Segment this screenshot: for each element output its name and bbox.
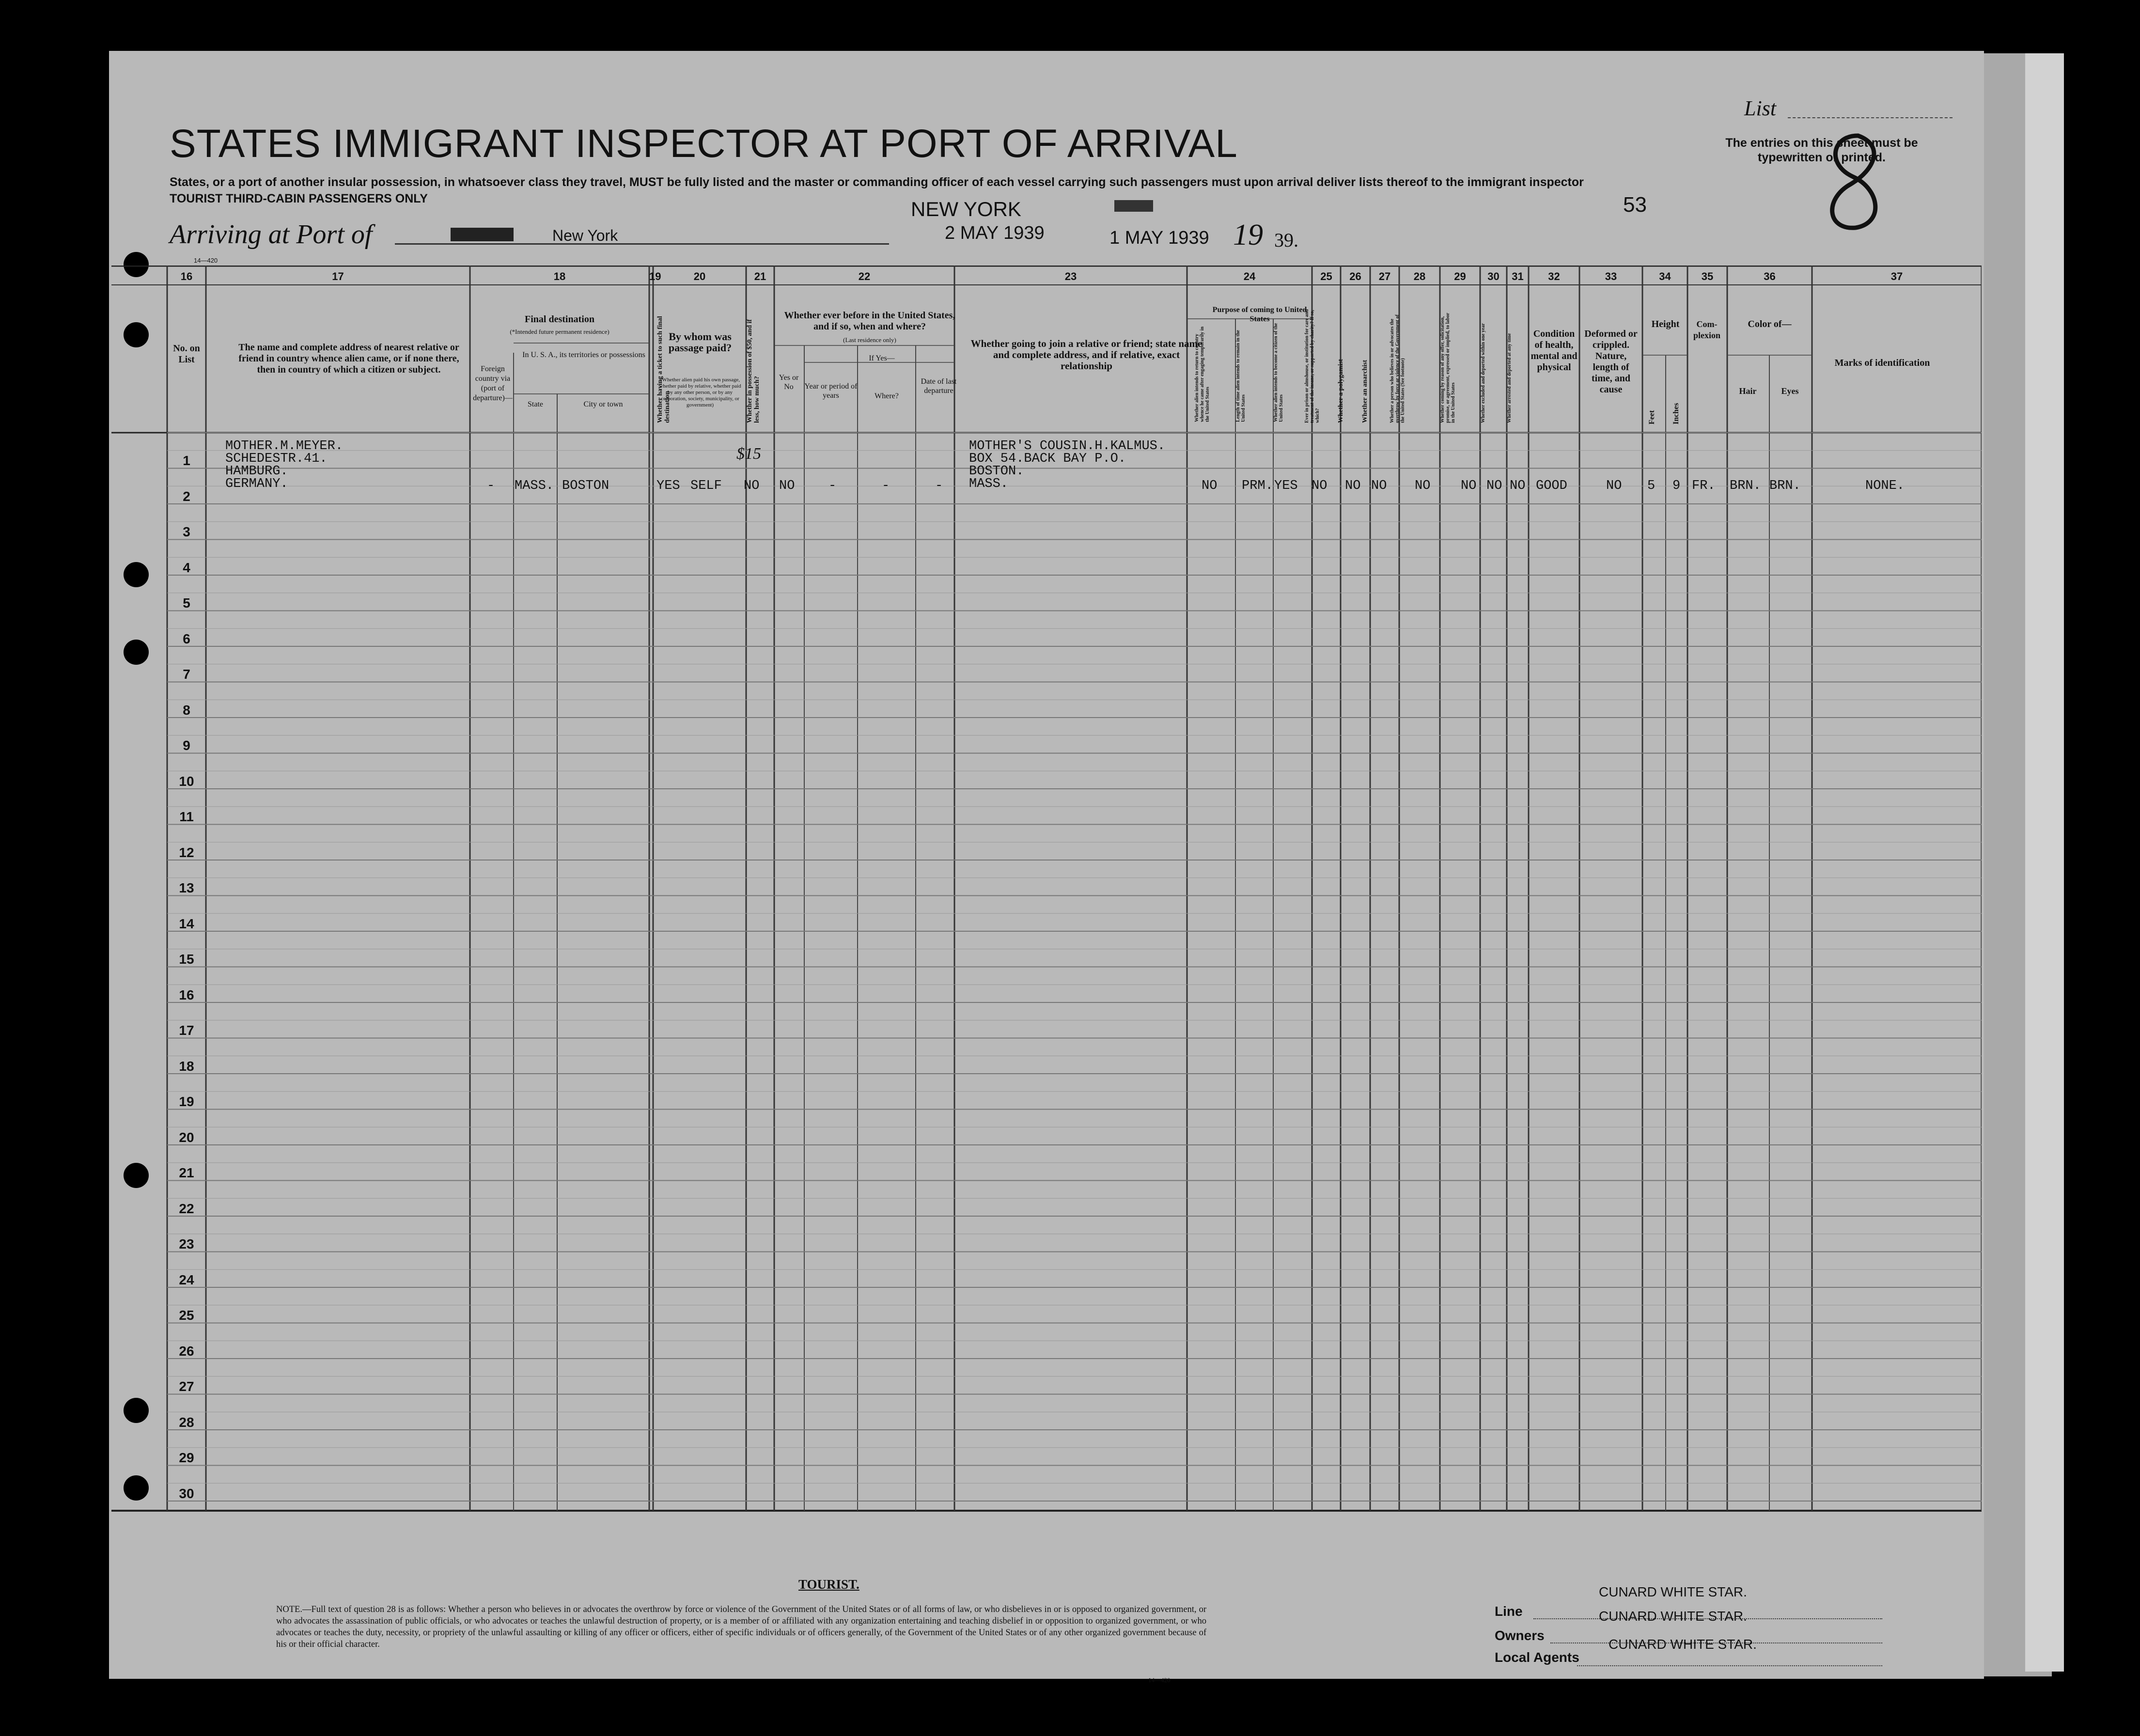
col22-yesno-header: Yes or No <box>779 374 799 391</box>
col31-header: Whether arrested and deported at any time <box>1507 333 1512 423</box>
column-number-30: 30 <box>1487 270 1500 282</box>
entry1-joining-line: MASS. <box>969 477 1009 491</box>
manifest-table <box>111 266 1982 1564</box>
entry1-joining <box>969 440 1165 490</box>
port-typed: New York <box>552 227 618 244</box>
column-number-21: 21 <box>754 270 766 282</box>
entry1-marks: NONE. <box>1865 479 1905 493</box>
row-number-2: 2 <box>183 488 190 504</box>
col20-header: By whom was passage paid? <box>668 330 732 354</box>
row-number-9: 9 <box>183 738 190 753</box>
list-instruction: The entries on this sheet must be typewritten or printed. <box>1725 136 1918 164</box>
row-number-24: 24 <box>179 1272 194 1287</box>
row-number-6: 6 <box>183 631 190 646</box>
col25-header: Ever in prison or almshouse, or institution for care and treatment of the insane, or supported by charity? If so, which? <box>1304 309 1320 423</box>
entry1-prison: NO <box>1312 479 1328 493</box>
col21-header: Whether in possession of $50, and if less, how much? <box>746 319 761 423</box>
row-number-4: 4 <box>183 560 190 575</box>
list-number-line <box>1788 117 1953 118</box>
entry1-health: GOOD <box>1536 479 1567 493</box>
col34-header: Height <box>1651 319 1680 329</box>
col18-foreign-header: Foreign country via (port of departure)— <box>473 365 513 402</box>
entry1-feet: 5 <box>1647 479 1656 493</box>
col18-state-header: State <box>528 400 543 408</box>
entry1-deported: NO <box>1510 479 1526 493</box>
entry1-ticket: YES <box>656 479 680 493</box>
entry1-relative-line: GERMANY. <box>225 477 288 491</box>
row-number-27: 27 <box>179 1379 194 1394</box>
entry1-citizen: YES <box>1274 479 1298 493</box>
column-number-20: 20 <box>693 270 706 282</box>
column-number-34: 34 <box>1659 270 1671 282</box>
col23-header: Whether going to join a relative or friend; state name and complete address, and if relative, exact relationship <box>970 338 1203 372</box>
struck-out-port <box>451 228 514 241</box>
stamp-date-2: 1 MAY 1939 <box>1109 228 1209 248</box>
row-number-1: 1 <box>183 453 190 468</box>
col18-city-header: City or town <box>583 400 623 408</box>
col18-note: (*Intended future permanent residence) <box>510 328 609 335</box>
port-underline <box>395 243 889 245</box>
entry1-relative-line: SCHEDESTR.41. <box>225 452 328 466</box>
back-sheet-edge-light <box>2025 53 2064 1672</box>
col24c-header: Whether alien intends to become a citizen of the United States <box>1273 323 1284 422</box>
row-number-19: 19 <box>179 1094 194 1109</box>
row-number-23: 23 <box>179 1236 194 1251</box>
entry1-joining-line: BOX 54.BACK BAY P.O. <box>969 452 1126 466</box>
entry1-joining-line: MOTHER'S COUSIN.H.KALMUS. <box>969 439 1166 454</box>
column-number-31: 31 <box>1512 270 1524 282</box>
col36-header: Color of— <box>1748 319 1792 329</box>
row-number-29: 29 <box>179 1450 194 1465</box>
entry1-paid-by: SELF <box>690 479 722 493</box>
entry1-years: - <box>828 479 837 493</box>
local-agents-value: CUNARD WHITE STAR. <box>1609 1637 1757 1652</box>
entry1-return: NO <box>1202 479 1218 493</box>
entry1-deformed: NO <box>1606 479 1622 493</box>
column-number-37: 37 <box>1890 270 1903 282</box>
entry1-inches: 9 <box>1672 479 1681 493</box>
col24b-header: Length of time alien intends to remain in the United States <box>1235 330 1246 422</box>
row-number-15: 15 <box>179 952 194 967</box>
row-number-7: 7 <box>183 667 190 682</box>
row-number-8: 8 <box>183 702 190 718</box>
tourist-stamp: TOURIST. <box>798 1577 859 1592</box>
year-suffix: 39. <box>1274 229 1298 251</box>
row-number-25: 25 <box>179 1308 194 1323</box>
owners-value: CUNARD WHITE STAR. <box>1599 1609 1747 1624</box>
row-number-12: 12 <box>179 845 194 860</box>
entry1-money: NO <box>744 479 760 493</box>
struck-out-stamp <box>1114 200 1153 212</box>
col32-header: Condition of health, mental and physical <box>1531 328 1578 373</box>
entry1-complexion: FR. <box>1692 479 1716 493</box>
entry1-state: MASS. <box>515 479 554 493</box>
col22-header: Whether ever before in the United States, and if so, when and where? <box>784 310 955 332</box>
row-number-16: 16 <box>179 987 194 1002</box>
row-number-11: 11 <box>179 809 194 824</box>
col37-header: Marks of identification <box>1834 358 1930 368</box>
column-number-27: 27 <box>1378 270 1391 282</box>
row-number-28: 28 <box>179 1414 194 1430</box>
col24-header: Purpose of coming to United States <box>1212 306 1307 323</box>
column-number-22: 22 <box>858 270 871 282</box>
column-number-28: 28 <box>1413 270 1426 282</box>
col34-feet-header: Feet <box>1648 410 1656 424</box>
col16-header: No. on List <box>173 343 200 365</box>
col26-header: Whether a polygamist <box>1337 359 1344 423</box>
entry1-relative-line: HAMBURG. <box>225 464 288 479</box>
footnote-question-28: NOTE.—Full text of question 28 is as follows: Whether a person who believes in or advocates the overthrow by force or violence of the Government of the United States or of all forms of law, or who disbelieves in or is opposed to organized government, or who advocates the assassination of public officials, or who advocates or teaches the unlawful destruction of property, or is a member of or affiliated with any organization entertaining and teaching disbelief in or opposition to organized government, or who advocates or teaches the duty, necessity, or propriety of the unlawful assaulting or killing of any officer or officers, either of specific individuals or of officers generally, of the Government of the United States or of any other organized government because of his or their official character. <box>276 1605 1206 1649</box>
entry1-joining-line: BOSTON. <box>969 464 1024 479</box>
column-number-36: 36 <box>1764 270 1776 282</box>
column-number-18: 18 <box>553 270 566 282</box>
col24a-header: Whether alien intends to return to country whence he came after engaging temporarily in the United States <box>1194 327 1210 422</box>
col30-header: Whether excluded and deported within one year <box>1481 323 1486 423</box>
col22-years-header: Year or period of years <box>804 382 858 400</box>
entry1-excluded: NO <box>1486 479 1502 493</box>
column-number-23: 23 <box>1064 270 1077 282</box>
entry1-money-handwritten: $15 <box>736 445 761 463</box>
col36-eyes-header: Eyes <box>1781 386 1799 396</box>
entry1-anarchist: NO <box>1371 479 1387 493</box>
entry1-city: BOSTON <box>562 479 609 493</box>
row-number-18: 18 <box>179 1058 194 1074</box>
entry1-hair: BRN. <box>1730 479 1761 493</box>
col29-header: Whether coming by reason of any offer, solicitation, promise, or agreement, expressed or implied, to labor in the United States <box>1440 313 1456 423</box>
row-number-13: 13 <box>179 880 194 895</box>
line-label: Line <box>1495 1604 1523 1619</box>
col17-header: The name and complete address of nearest relative or friend in country whence alien came, or if none there, then in country of which a citizen or subject. <box>238 342 459 375</box>
col22-note: (Last residence only) <box>843 336 896 344</box>
entry1-before-in-us: NO <box>779 479 795 493</box>
row-number-10: 10 <box>179 773 194 789</box>
entry1-foreign-via: - <box>487 479 495 493</box>
entry1-polygamist: NO <box>1345 479 1361 493</box>
sheet-number: 53 <box>1623 193 1647 217</box>
handwritten-list-number <box>1812 131 1894 233</box>
entry1-relative <box>225 440 343 490</box>
column-number-26: 26 <box>1349 270 1361 282</box>
col36-hair-header: Hair <box>1739 386 1757 396</box>
column-number-33: 33 <box>1605 270 1617 282</box>
form-code-top: 14—420 <box>194 257 218 264</box>
stamp-port: NEW YORK <box>911 198 1021 220</box>
row-number-20: 20 <box>179 1129 194 1145</box>
page-title: STATES IMMIGRANT INSPECTOR AT PORT OF ARRIVAL <box>170 122 1238 166</box>
col34-inches-header: Inches <box>1672 403 1680 424</box>
col33-header: Deformed or crippled. Nature, length of time, and cause <box>1584 328 1638 395</box>
entry1-eyes: BRN. <box>1769 479 1801 493</box>
col22-where-header: Where? <box>875 392 899 400</box>
row-number-30: 30 <box>179 1486 194 1501</box>
column-number-35: 35 <box>1701 270 1714 282</box>
row-number-17: 17 <box>179 1023 194 1038</box>
col22-date-header: Date of last departure <box>921 377 957 395</box>
col28-header: Whether a person who believes in or advocates the overthrow by force or violence of the Government of the United States (See footnote) <box>1390 314 1406 423</box>
entry1-labor: NO <box>1461 479 1477 493</box>
entry1-where: - <box>882 479 890 493</box>
col19-header: Whether having a ticket to such final destination <box>656 316 671 423</box>
class-note: TOURIST THIRD-CABIN PASSENGERS ONLY <box>170 192 428 205</box>
entry1-overthrow: NO <box>1415 479 1431 493</box>
subtitle: States, or a port of another insular possession, in whatsoever class they travel, MUST be fully listed and the master or commanding officer of each vessel carrying such passengers must upon arrival deliver lists thereof to the immigrant inspector <box>170 175 1584 189</box>
col20-note: (Whether alien paid his own passage, whether paid by relative, whether paid by any other person, or by any corporation, society, municipality, or government) <box>659 377 741 408</box>
row-number-26: 26 <box>179 1343 194 1359</box>
local-agents-underline <box>1577 1665 1882 1666</box>
form-code-bottom: 14—420 <box>1148 1676 1171 1684</box>
col35-header: Com-plexion <box>1693 319 1720 340</box>
column-number-24: 24 <box>1243 270 1256 282</box>
column-number-17: 17 <box>332 270 344 282</box>
list-label: List <box>1744 96 1777 120</box>
stamp-date-1: 2 MAY 1939 <box>945 223 1045 243</box>
column-number-29: 29 <box>1454 270 1466 282</box>
col27-header: Whether an anarchist <box>1361 360 1369 423</box>
col18-usa-header: In U. S. A., its territories or possessions <box>522 351 645 359</box>
row-number-14: 14 <box>179 916 194 931</box>
column-number-25: 25 <box>1320 270 1332 282</box>
row-number-21: 21 <box>179 1165 194 1180</box>
col22-ifyes-header: If Yes— <box>869 354 895 362</box>
row-number-22: 22 <box>179 1201 194 1216</box>
line-value: CUNARD WHITE STAR. <box>1599 1584 1747 1599</box>
local-agents-label: Local Agents <box>1495 1650 1579 1665</box>
column-number-16: 16 <box>180 270 193 282</box>
owners-label: Owners <box>1495 1628 1545 1643</box>
column-number-32: 32 <box>1548 270 1560 282</box>
entry1-date-last: - <box>935 479 943 493</box>
column-number-19: 19 <box>649 270 661 282</box>
entry1-length: PRM. <box>1242 479 1273 493</box>
entry1-relative-line: MOTHER.M.MEYER. <box>225 439 344 454</box>
row-number-3: 3 <box>183 524 190 539</box>
row-number-5: 5 <box>183 595 190 610</box>
arriving-label: Arriving at Port of <box>170 219 373 250</box>
col18-header: Final destination <box>525 314 594 325</box>
year-prefix: 19 <box>1233 219 1263 251</box>
